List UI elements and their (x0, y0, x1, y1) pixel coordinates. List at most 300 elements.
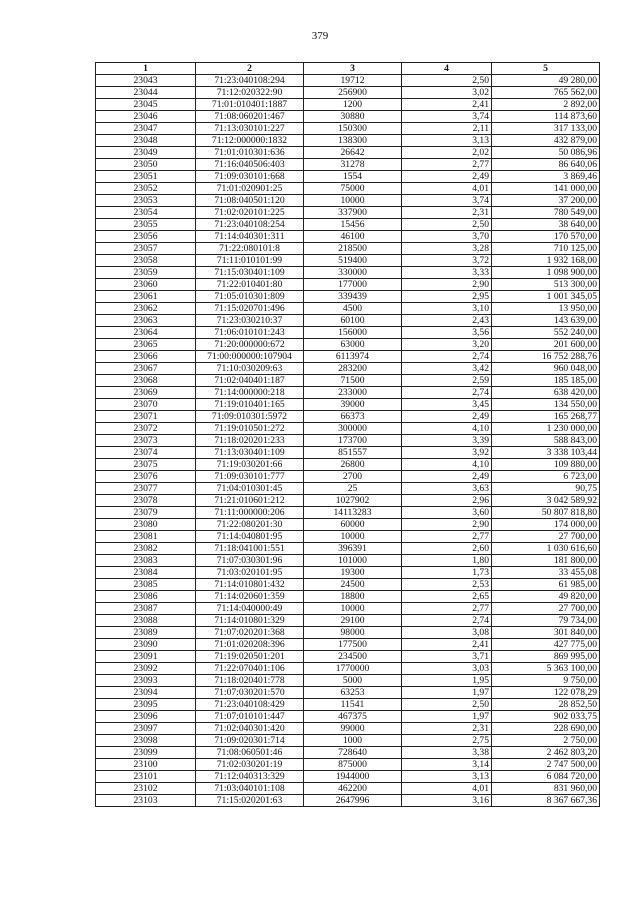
record-number-cell: 23093 (96, 675, 196, 687)
cadastral-number-cell: 71:03:040101:108 (196, 783, 304, 795)
record-number-cell: 23103 (96, 795, 196, 807)
value-cell: 27 700,00 (492, 603, 600, 615)
cadastral-number-cell: 71:08:040501:120 (196, 195, 304, 207)
cadastral-number-cell: 71:08:060201:467 (196, 111, 304, 123)
value-cell: 8 367 667,36 (492, 795, 600, 807)
rate-cell: 2,41 (402, 99, 492, 111)
record-number-cell: 23066 (96, 351, 196, 363)
value-cell: 79 734,00 (492, 615, 600, 627)
rate-cell: 3,33 (402, 267, 492, 279)
cadastral-number-cell: 71:07:030301:96 (196, 555, 304, 567)
table-row (96, 327, 600, 339)
rate-cell: 2,74 (402, 387, 492, 399)
cadastral-number-cell: 71:06:010101:243 (196, 327, 304, 339)
cadastral-number-cell: 71:14:010801:329 (196, 615, 304, 627)
area-cell: 1944000 (304, 771, 402, 783)
rate-cell: 2,11 (402, 123, 492, 135)
column-header: 2 (196, 63, 304, 75)
rate-cell: 3,10 (402, 303, 492, 315)
table-row (96, 687, 600, 699)
value-cell: 122 078,29 (492, 687, 600, 699)
cadastral-number-cell: 71:07:020201:368 (196, 627, 304, 639)
area-cell: 234500 (304, 651, 402, 663)
area-cell: 46100 (304, 231, 402, 243)
rate-cell: 2,74 (402, 615, 492, 627)
table-row (96, 651, 600, 663)
record-number-cell: 23087 (96, 603, 196, 615)
cadastral-number-cell: 71:04:010301:45 (196, 483, 304, 495)
value-cell: 165 268,77 (492, 411, 600, 423)
area-cell: 71500 (304, 375, 402, 387)
area-cell: 851557 (304, 447, 402, 459)
area-cell: 2647996 (304, 795, 402, 807)
rate-cell: 4,10 (402, 459, 492, 471)
value-cell: 780 549,00 (492, 207, 600, 219)
value-cell: 9 750,00 (492, 675, 600, 687)
table-row (96, 183, 600, 195)
table-row (96, 459, 600, 471)
record-number-cell: 23085 (96, 579, 196, 591)
table-row (96, 99, 600, 111)
rate-cell: 3,39 (402, 435, 492, 447)
value-cell: 2 750,00 (492, 735, 600, 747)
value-cell: 301 840,00 (492, 627, 600, 639)
rate-cell: 3,38 (402, 747, 492, 759)
area-cell: 10000 (304, 531, 402, 543)
cadastral-number-cell: 71:09:030101:777 (196, 471, 304, 483)
cadastral-number-cell: 71:11:000000:206 (196, 507, 304, 519)
table-row (96, 207, 600, 219)
table-row (96, 495, 600, 507)
cadastral-number-cell: 71:19:010501:272 (196, 423, 304, 435)
cadastral-number-cell: 71:23:030210:37 (196, 315, 304, 327)
value-cell: 49 820,00 (492, 591, 600, 603)
rate-cell: 3,74 (402, 111, 492, 123)
cadastral-number-cell: 71:09:030101:668 (196, 171, 304, 183)
value-cell: 960 048,00 (492, 363, 600, 375)
value-cell: 109 880,00 (492, 459, 600, 471)
column-header: 3 (304, 63, 402, 75)
record-number-cell: 23050 (96, 159, 196, 171)
rate-cell: 1,97 (402, 711, 492, 723)
rate-cell: 3,13 (402, 771, 492, 783)
value-cell: 588 843,00 (492, 435, 600, 447)
column-header: 5 (492, 63, 600, 75)
table-row (96, 147, 600, 159)
cadastral-number-cell: 71:12:040313:329 (196, 771, 304, 783)
cadastral-number-cell: 71:18:020401:778 (196, 675, 304, 687)
table-row (96, 267, 600, 279)
cadastral-number-cell: 71:01:020208:396 (196, 639, 304, 651)
rate-cell: 3,71 (402, 651, 492, 663)
value-cell: 427 775,00 (492, 639, 600, 651)
value-cell: 513 300,00 (492, 279, 600, 291)
value-cell: 5 363 100,00 (492, 663, 600, 675)
cadastral-number-cell: 71:19:020501:201 (196, 651, 304, 663)
value-cell: 134 550,00 (492, 399, 600, 411)
table-row (96, 435, 600, 447)
value-cell: 1 001 345,05 (492, 291, 600, 303)
table-row (96, 663, 600, 675)
record-number-cell: 23084 (96, 567, 196, 579)
rate-cell: 2,60 (402, 543, 492, 555)
area-cell: 156000 (304, 327, 402, 339)
table-row (96, 639, 600, 651)
value-cell: 13 950,00 (492, 303, 600, 315)
record-number-cell: 23053 (96, 195, 196, 207)
table-row (96, 483, 600, 495)
record-number-cell: 23047 (96, 123, 196, 135)
area-cell: 30880 (304, 111, 402, 123)
area-cell: 6113974 (304, 351, 402, 363)
record-number-cell: 23077 (96, 483, 196, 495)
cadastral-number-cell: 71:07:010101:447 (196, 711, 304, 723)
rate-cell: 3,72 (402, 255, 492, 267)
record-number-cell: 23078 (96, 495, 196, 507)
area-cell: 11541 (304, 699, 402, 711)
rate-cell: 4,01 (402, 183, 492, 195)
value-cell: 1 098 900,00 (492, 267, 600, 279)
cadastral-number-cell: 71:01:010301:636 (196, 147, 304, 159)
area-cell: 138300 (304, 135, 402, 147)
record-number-cell: 23063 (96, 315, 196, 327)
rate-cell: 3,03 (402, 663, 492, 675)
cadastral-number-cell: 71:12:000000:1832 (196, 135, 304, 147)
table-row (96, 423, 600, 435)
area-cell: 98000 (304, 627, 402, 639)
area-cell: 29100 (304, 615, 402, 627)
table-row (96, 339, 600, 351)
table-row (96, 195, 600, 207)
rate-cell: 3,16 (402, 795, 492, 807)
table-row (96, 555, 600, 567)
cadastral-number-cell: 71:11:010101:99 (196, 255, 304, 267)
rate-cell: 2,43 (402, 315, 492, 327)
table-row (96, 75, 600, 87)
cadastral-number-cell: 71:22:070401:106 (196, 663, 304, 675)
area-cell: 339439 (304, 291, 402, 303)
table-row (96, 159, 600, 171)
table-row (96, 603, 600, 615)
value-cell: 2 462 803,20 (492, 747, 600, 759)
value-cell: 831 960,00 (492, 783, 600, 795)
value-cell: 869 995,00 (492, 651, 600, 663)
table-row (96, 735, 600, 747)
area-cell: 39000 (304, 399, 402, 411)
record-number-cell: 23048 (96, 135, 196, 147)
rate-cell: 3,92 (402, 447, 492, 459)
cadastral-number-cell: 71:14:040000:49 (196, 603, 304, 615)
area-cell: 14113283 (304, 507, 402, 519)
record-number-cell: 23059 (96, 267, 196, 279)
value-cell: 185 185,00 (492, 375, 600, 387)
area-cell: 218500 (304, 243, 402, 255)
cadastral-number-cell: 71:02:030201:19 (196, 759, 304, 771)
table-row (96, 447, 600, 459)
value-cell: 38 640,00 (492, 219, 600, 231)
area-cell: 330000 (304, 267, 402, 279)
cadastral-number-cell: 71:01:020901:25 (196, 183, 304, 195)
rate-cell: 2,49 (402, 471, 492, 483)
table-row (96, 351, 600, 363)
record-number-cell: 23098 (96, 735, 196, 747)
record-number-cell: 23094 (96, 687, 196, 699)
rate-cell: 2,96 (402, 495, 492, 507)
rate-cell: 3,60 (402, 507, 492, 519)
record-number-cell: 23083 (96, 555, 196, 567)
rate-cell: 2,90 (402, 519, 492, 531)
record-number-cell: 23080 (96, 519, 196, 531)
area-cell: 177000 (304, 279, 402, 291)
table-row (96, 171, 600, 183)
record-number-cell: 23095 (96, 699, 196, 711)
value-cell: 902 033,75 (492, 711, 600, 723)
area-cell: 18800 (304, 591, 402, 603)
area-cell: 462200 (304, 783, 402, 795)
area-cell: 19300 (304, 567, 402, 579)
table-row (96, 471, 600, 483)
record-number-cell: 23101 (96, 771, 196, 783)
cadastral-number-cell: 71:13:030401:109 (196, 447, 304, 459)
record-number-cell: 23046 (96, 111, 196, 123)
area-cell: 5000 (304, 675, 402, 687)
table-row (96, 591, 600, 603)
record-number-cell: 23089 (96, 627, 196, 639)
value-cell: 3 042 589,92 (492, 495, 600, 507)
record-number-cell: 23100 (96, 759, 196, 771)
area-cell: 467375 (304, 711, 402, 723)
area-cell: 1027902 (304, 495, 402, 507)
table-row (96, 363, 600, 375)
rate-cell: 4,10 (402, 423, 492, 435)
area-cell: 150300 (304, 123, 402, 135)
value-cell: 170 570,00 (492, 231, 600, 243)
table-row (96, 699, 600, 711)
rate-cell: 2,53 (402, 579, 492, 591)
rate-cell: 2,02 (402, 147, 492, 159)
rate-cell: 2,41 (402, 639, 492, 651)
table-row (96, 387, 600, 399)
cadastral-number-cell: 71:23:040108:429 (196, 699, 304, 711)
record-number-cell: 23091 (96, 651, 196, 663)
cadastral-number-cell: 71:02:040401:187 (196, 375, 304, 387)
area-cell: 15456 (304, 219, 402, 231)
area-cell: 26642 (304, 147, 402, 159)
table-row (96, 303, 600, 315)
area-cell: 1200 (304, 99, 402, 111)
value-cell: 228 690,00 (492, 723, 600, 735)
table-row (96, 567, 600, 579)
value-cell: 90,75 (492, 483, 600, 495)
area-cell: 519400 (304, 255, 402, 267)
cadastral-number-cell: 71:09:020301:714 (196, 735, 304, 747)
cadastral-number-cell: 71:20:000000:672 (196, 339, 304, 351)
area-cell: 63253 (304, 687, 402, 699)
cadastral-number-cell: 71:10:030209:63 (196, 363, 304, 375)
area-cell: 99000 (304, 723, 402, 735)
record-number-cell: 23082 (96, 543, 196, 555)
value-cell: 2 747 500,00 (492, 759, 600, 771)
rate-cell: 2,95 (402, 291, 492, 303)
value-cell: 317 133,00 (492, 123, 600, 135)
rate-cell: 3,70 (402, 231, 492, 243)
cadastral-number-cell: 71:01:010401:1887 (196, 99, 304, 111)
rate-cell: 2,49 (402, 411, 492, 423)
rate-cell: 3,08 (402, 627, 492, 639)
value-cell: 37 200,00 (492, 195, 600, 207)
record-number-cell: 23045 (96, 99, 196, 111)
cadastral-number-cell: 71:14:000000:218 (196, 387, 304, 399)
cadastral-number-cell: 71:00:000000:107904 (196, 351, 304, 363)
area-cell: 10000 (304, 603, 402, 615)
table-row (96, 795, 600, 807)
rate-cell: 3,20 (402, 339, 492, 351)
rate-cell: 3,74 (402, 195, 492, 207)
rate-cell: 4,01 (402, 783, 492, 795)
rate-cell: 1,95 (402, 675, 492, 687)
record-number-cell: 23067 (96, 363, 196, 375)
value-cell: 638 420,00 (492, 387, 600, 399)
area-cell: 1770000 (304, 663, 402, 675)
area-cell: 337900 (304, 207, 402, 219)
area-cell: 10000 (304, 195, 402, 207)
table-row (96, 123, 600, 135)
cadastral-number-cell: 71:15:030401:109 (196, 267, 304, 279)
table-row (96, 711, 600, 723)
area-cell: 256900 (304, 87, 402, 99)
rate-cell: 3,14 (402, 759, 492, 771)
table-row (96, 375, 600, 387)
table-row (96, 519, 600, 531)
table-row (96, 111, 600, 123)
rate-cell: 2,31 (402, 723, 492, 735)
rate-cell: 2,74 (402, 351, 492, 363)
cadastral-number-cell: 71:15:020201:63 (196, 795, 304, 807)
rate-cell: 3,28 (402, 243, 492, 255)
value-cell: 3 338 103,44 (492, 447, 600, 459)
value-cell: 50 807 818,80 (492, 507, 600, 519)
cadastral-number-cell: 71:14:010801:432 (196, 579, 304, 591)
value-cell: 50 086,96 (492, 147, 600, 159)
cadastral-number-cell: 71:22:010401:80 (196, 279, 304, 291)
table-row (96, 783, 600, 795)
value-cell: 1 932 168,00 (492, 255, 600, 267)
rate-cell: 2,77 (402, 531, 492, 543)
cadastral-number-cell: 71:15:020701:496 (196, 303, 304, 315)
area-cell: 300000 (304, 423, 402, 435)
value-cell: 28 852,50 (492, 699, 600, 711)
record-number-cell: 23056 (96, 231, 196, 243)
rate-cell: 3,63 (402, 483, 492, 495)
cadastral-number-cell: 71:23:040108:254 (196, 219, 304, 231)
value-cell: 49 280,00 (492, 75, 600, 87)
rate-cell: 3,13 (402, 135, 492, 147)
record-number-cell: 23072 (96, 423, 196, 435)
area-cell: 75000 (304, 183, 402, 195)
table-row (96, 411, 600, 423)
record-number-cell: 23068 (96, 375, 196, 387)
rate-cell: 2,31 (402, 207, 492, 219)
area-cell: 101000 (304, 555, 402, 567)
cadastral-number-cell: 71:03:020101:95 (196, 567, 304, 579)
cadastral-number-cell: 71:12:020322:90 (196, 87, 304, 99)
rate-cell: 2,49 (402, 171, 492, 183)
record-number-cell: 23075 (96, 459, 196, 471)
value-cell: 61 985,00 (492, 579, 600, 591)
record-number-cell: 23065 (96, 339, 196, 351)
record-number-cell: 23088 (96, 615, 196, 627)
rate-cell: 1,73 (402, 567, 492, 579)
record-number-cell: 23102 (96, 783, 196, 795)
rate-cell: 3,56 (402, 327, 492, 339)
rate-cell: 3,42 (402, 363, 492, 375)
table-row (96, 291, 600, 303)
value-cell: 6 723,00 (492, 471, 600, 483)
value-cell: 1 230 000,00 (492, 423, 600, 435)
area-cell: 728640 (304, 747, 402, 759)
table-row (96, 255, 600, 267)
table-row (96, 723, 600, 735)
table-row (96, 531, 600, 543)
table-body (96, 75, 600, 807)
area-cell: 177500 (304, 639, 402, 651)
record-number-cell: 23049 (96, 147, 196, 159)
record-number-cell: 23079 (96, 507, 196, 519)
rate-cell: 3,45 (402, 399, 492, 411)
rate-cell: 2,75 (402, 735, 492, 747)
value-cell: 27 700,00 (492, 531, 600, 543)
record-number-cell: 23051 (96, 171, 196, 183)
area-cell: 63000 (304, 339, 402, 351)
rate-cell: 2,50 (402, 699, 492, 711)
record-number-cell: 23071 (96, 411, 196, 423)
cadastral-number-cell: 71:07:030201:570 (196, 687, 304, 699)
record-number-cell: 23054 (96, 207, 196, 219)
cadastral-number-cell: 71:22:080101:8 (196, 243, 304, 255)
rate-cell: 2,90 (402, 279, 492, 291)
table-row (96, 507, 600, 519)
table-row (96, 135, 600, 147)
cadastral-number-cell: 71:19:010401:165 (196, 399, 304, 411)
rate-cell: 2,77 (402, 603, 492, 615)
record-number-cell: 23069 (96, 387, 196, 399)
record-number-cell: 23074 (96, 447, 196, 459)
value-cell: 1 030 616,60 (492, 543, 600, 555)
table-row (96, 759, 600, 771)
table-row (96, 279, 600, 291)
table-row (96, 231, 600, 243)
cadastral-number-cell: 71:18:020201:233 (196, 435, 304, 447)
cadastral-number-cell: 71:22:080201:30 (196, 519, 304, 531)
page-number: 379 (311, 30, 329, 42)
rate-cell: 2,77 (402, 159, 492, 171)
record-number-cell: 23055 (96, 219, 196, 231)
area-cell: 25 (304, 483, 402, 495)
cadastral-number-cell: 71:02:020101:225 (196, 207, 304, 219)
record-number-cell: 23086 (96, 591, 196, 603)
cadastral-number-cell: 71:14:020601:359 (196, 591, 304, 603)
cadastral-number-cell: 71:05:010301:809 (196, 291, 304, 303)
value-cell: 114 873,60 (492, 111, 600, 123)
value-cell: 181 800,00 (492, 555, 600, 567)
rate-cell: 2,50 (402, 219, 492, 231)
record-number-cell: 23061 (96, 291, 196, 303)
rate-cell: 2,59 (402, 375, 492, 387)
record-number-cell: 23064 (96, 327, 196, 339)
area-cell: 31278 (304, 159, 402, 171)
table-row (96, 543, 600, 555)
cadastral-number-cell: 71:02:040301:420 (196, 723, 304, 735)
